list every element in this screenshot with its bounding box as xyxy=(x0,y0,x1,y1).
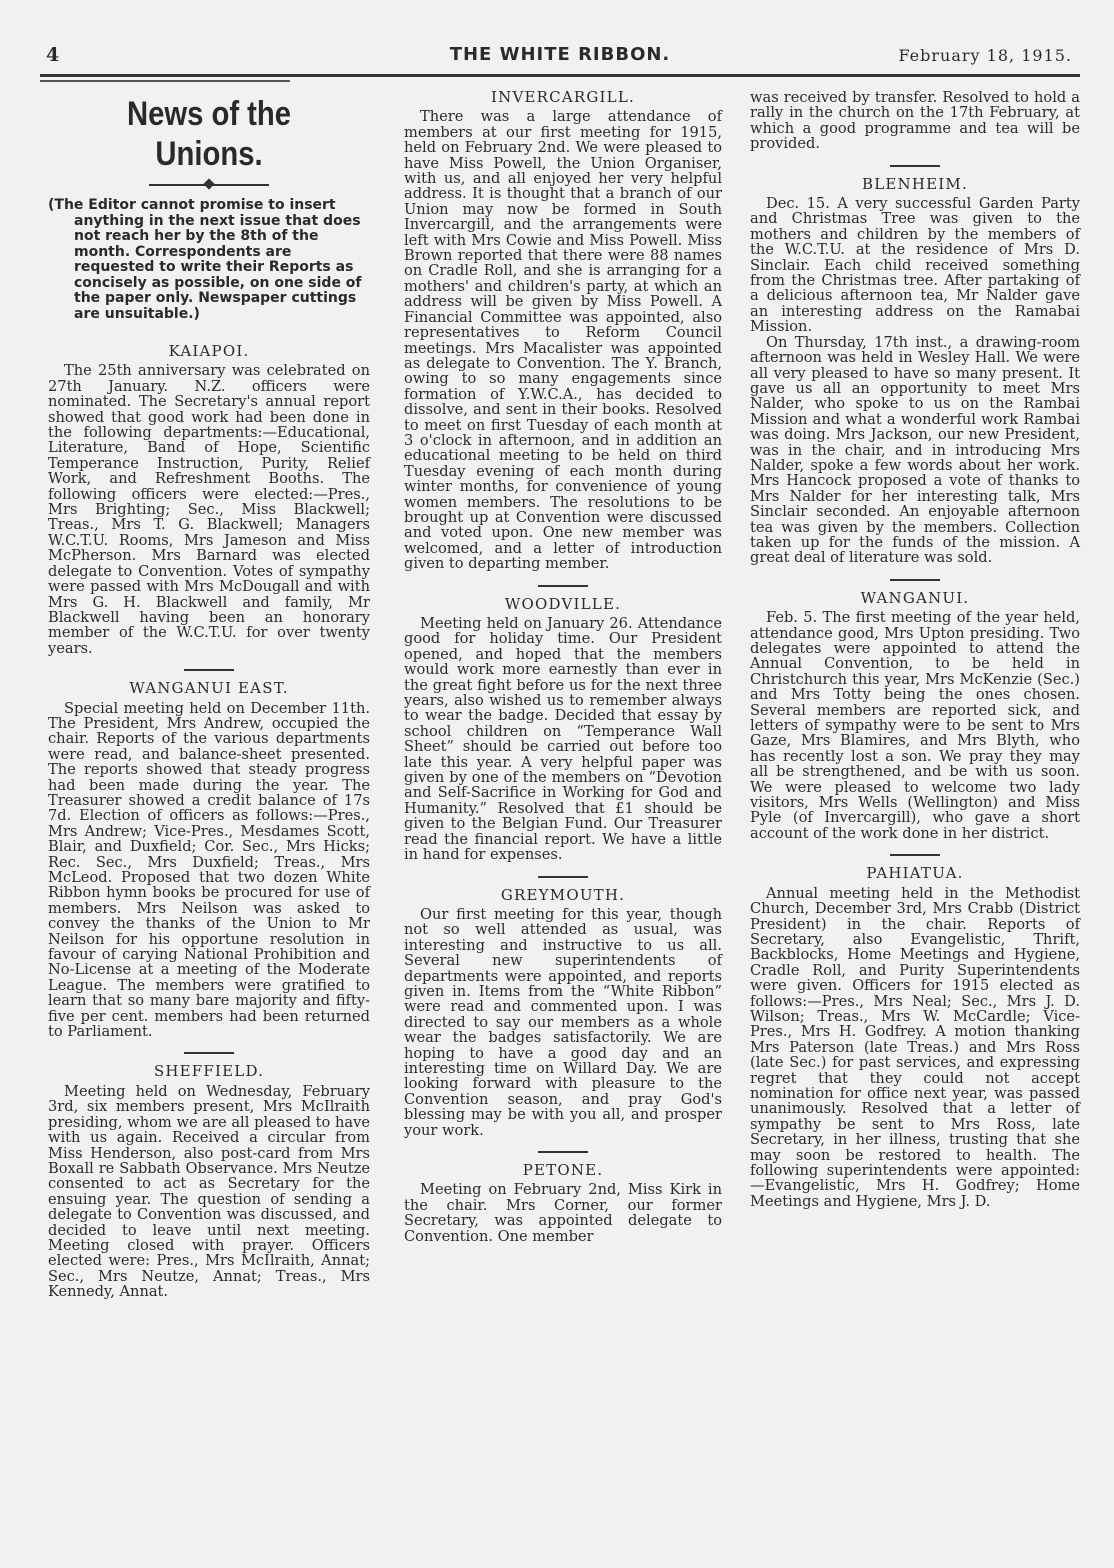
column-2 xyxy=(404,90,722,1244)
section-text-petone-continued: was received by transfer. Resolved to hold a rally in the church on the 17th February, at which a good programme and tea will be provided. xyxy=(750,89,1080,153)
section-text-wanganui-east: Special meeting held on December 11th. The President, Mrs Andrew, occupied the chair. Reports of the various departments were read, and balance-sheet presented. The reports showed that steady progress had been made during the year. The Treasurer showed a credit balance of 17s 7d. Election of officers as follows:—Pres., Mrs Andrew; Vice-Pres., Mesdames Scott, Blair, and Duxfield; Cor. Sec., Mrs Hicks; Rec. Sec., Mrs Duxfield; Treas., Mrs McLeod. Proposed that two dozen White Ribbon hymn books be procured for use of members. Mrs Neilson was asked to convey the thanks of the Union to Mr Neilson for his opportune resolution in favour of carying National Prohibition and No-License at a meeting of the Moderate League. The members were gratified to learn that so many bare majority and fifty-five per cent. members had been returned to Parliament. xyxy=(48,699,370,1041)
section-divider xyxy=(184,1052,234,1054)
section-text-blenheim: Dec. 15. A very successful Garden Party and Christmas Tree was given to the mothers and children by the members of the W.C.T.U. at the residence of Mrs D. Sinclair. Each child received something from the Christmas tree. After partaking of a delicious afternoon tea, Mr Nalder gave an interesting address on the Ramabai Mission. xyxy=(750,195,1080,336)
section-title-wanganui: WANGANUI. xyxy=(860,588,970,607)
ornament-divider xyxy=(149,184,269,186)
section-title-invercargill: INVERCARGILL. xyxy=(491,88,635,106)
section-title-petone: PETONE. xyxy=(522,1161,604,1179)
editor-note-first-line: (The Editor cannot promise to insert xyxy=(48,197,336,213)
section-divider xyxy=(890,165,940,167)
section-divider xyxy=(538,585,588,587)
column-3 xyxy=(750,90,1080,1209)
header-rule-short xyxy=(40,80,290,82)
page-header xyxy=(40,44,1080,70)
section-text-wanganui: Feb. 5. The first meeting of the year held, attendance good, Mrs Upton presiding. Two delegates were appointed to attend the Annual Convention, to be held in Christchurch this year, Mrs McKenzie (Sec.) and Mrs Totty being the ones chosen. Several members are reported sick, and letters of sympathy were to be sent to Mrs Gaze, Mrs Blamires, and Mrs Blyth, who has recently lost a son. We pray they may all be strengthened, and be with us soon. We were pleased to welcome two lady visitors, Mrs Wells (Wellington) and Miss Pyle (of Invercargill), who gave a short account of the work done in her district. xyxy=(750,609,1080,842)
page-number: 4 xyxy=(46,44,60,66)
section-title-greymouth: GREYMOUTH. xyxy=(500,885,626,904)
section-divider xyxy=(184,669,234,671)
section-text-kaiapoi: The 25th anniversary was celebrated on 27th January. N.Z. officers were nominated. The Secretary's annual report showed that good work had been done in the following departments:—Educational, Literature, Band of Hope, Scientific Temperance Instruction, Purity, Relief Work, and Refreshment Booths. The following officers were elected:—Pres., Mrs Brighting; Sec., Miss Blackwell; Treas., Mrs T. G. Blackwell; Managers W.C.T.U. Rooms, Mrs Jameson and Miss McPherson. Mrs Barnard was elected delegate to Convention. Votes of sympathy were passed with Mrs McDougall and with Mrs G. H. Blackwell and family, Mr Blackwell having been an honorary member of the W.C.T.U. for over twenty years. xyxy=(48,362,370,657)
section-title-pahiatua: PAHIATUA. xyxy=(866,864,964,883)
section-title-kaiapoi: KAIAPOI. xyxy=(168,342,250,360)
page-heading: News of the Unions. xyxy=(126,95,292,173)
section-title-woodville: WOODVILLE. xyxy=(504,594,622,613)
section-title-wanganui-east: WANGANUI EAST. xyxy=(129,679,289,698)
section-text-greymouth: Our first meeting for this year, though not so well attended as usual, was interesting and instructive to us all. Several new superintendents of departments were appointed, and reports given in. Items from the “White Ribbon” were read and commented upon. I was directed to say our members as a whole wear the badges satisfactorily. We are hoping to have a good day and an interesting time on Willard Day. We are looking forward with pleasure to the Convention season, and pray God's blessing may be with you all, and prosper your work. xyxy=(404,905,722,1139)
section-text-sheffield: Meeting held on Wednesday, February 3rd, six members present, Mrs McIlraith presiding, whom we are all pleased to have with us again. Received a circular from Miss Henderson, also post-card from Mrs Boxall re Sabbath Observance. Mrs Neutze consented to act as Secretary for the ensuing year. The question of sending a delegate to Convention was discussed, and decided to leave until next meeting. Meeting closed with prayer. Officers elected were: Pres., Mrs McIlraith, Annat; Sec., Mrs Neutze, Annat; Treas., Mrs Kennedy, Annat. xyxy=(48,1082,370,1301)
publication-title: THE WHITE RIBBON. xyxy=(449,44,671,65)
issue-date: February 18, 1915. xyxy=(898,46,1072,65)
editor-note xyxy=(48,198,370,322)
column-1 xyxy=(48,90,370,1300)
section-text-petone: Meeting on February 2nd, Miss Kirk in the chair. Mrs Corner, our former Secretary, was appointed delegate to Convention. One member xyxy=(404,1181,722,1245)
section-divider xyxy=(890,854,940,856)
section-title-sheffield: SHEFFIELD. xyxy=(153,1062,265,1081)
section-divider xyxy=(890,579,940,581)
section-title-blenheim: BLENHEIM. xyxy=(862,174,968,193)
section-text-pahiatua: Annual meeting held in the Methodist Church, December 3rd, Mrs Crabb (District President) in the chair. Reports of Secretary, also Evangelistic, Thrift, Backblocks, Home Meetings and Hygiene, Cradle Roll, and Purity Superintendents were given. Officers for 1915 elected as follows:—Pres., Mrs Neal; Sec., Mrs J. D. Wilson; Treas., Mrs W. McCardle; Vice-Pres., Mrs H. Godfrey. A motion thanking Mrs Paterson (late Treas.) and Mrs Ross (late Sec.) for past services, and expressing regret that they could not accept nomination for office next year, was passed unanimously. Resolved that a letter of sympathy be sent to Mrs Ross, late Secretary, in her illness, trusting that she may soon be restored to health. The following superintendents were appointed:—Evangelistic, Mrs H. Godfrey; Home Meetings and Hygiene, Mrs J. D. xyxy=(750,884,1080,1210)
section-text-blenheim-2: On Thursday, 17th inst., a drawing-room afternoon was held in Wesley Hall. We were all very pleased to have so many present. It gave us all an opportunity to meet Mrs Nalder, who spoke to us on the Rambai Mission and what a wonderful work Rambai was doing. Mrs Jackson, our new President, was in the chair, and in introducing Mrs Nalder, spoke a few words about her work. Mrs Hancock proposed a vote of thanks to Mrs Nalder for her interesting talk, Mrs Sinclair seconded. An enjoyable afternoon tea was given by the members. Collection taken up for the funds of the mission. A great deal of literature was sold. xyxy=(750,333,1080,567)
section-text-invercargill: There was a large attendance of members at our first meeting for 1915, held on February 2nd. We were pleased to have Miss Powell, the Union Organiser, with us, and all enjoyed her very helpful address. It is thought that a branch of our Union may now be formed in South Invercargill, and the arrangements were left with Mrs Cowie and Miss Powell. Miss Brown reported that there were 88 names on Cradle Roll, and she is arranging for a mothers' and children's party, at which an address will be given by Miss Powell. A Financial Committee was appointed, also representatives to Reform Council meetings. Mrs Macalister was appointed as delegate to Convention. The Y. Branch, owing to so many engagements since formation of Y.W.C.A., has decided to dissolve, and sent in their books. Resolved to meet on first Tuesday of each month at 3 o'clock in afternoon, and in addition an educational meeting to be held on third Tuesday evening of each month during winter months, for convenience of young women members. The resolutions to be brought up at Convention were discussed and voted upon. One new member was welcomed, and a letter of introduction given to departing member. xyxy=(404,108,722,573)
section-divider xyxy=(538,876,588,878)
section-divider xyxy=(538,1151,588,1153)
editor-note-body: anything in the next issue that does not reach her by the 8th of the month. Correspondents are requested to write their Reports as concisely as possible, on one side of the paper only. Newspaper cuttings are unsuitable.) xyxy=(74,212,362,322)
section-text-woodville: Meeting held on January 26. Attendance good for holiday time. Our President opened, and hoped that the members would work more earnestly than ever in the great fight before us for the next three years, also wished us to remember always to wear the badge. Decided that essay by school children on “Temperance Wall Sheet” should be carried out before too late this year. A very helpful paper was given by one of the members on “Devotion and Self-Sacrifice in Working for God and Humanity.” Resolved that £1 should be given to the Belgian Fund. Our Treasurer read the financial report. We have a little in hand for expenses. xyxy=(404,615,722,864)
header-rule xyxy=(40,74,1080,77)
